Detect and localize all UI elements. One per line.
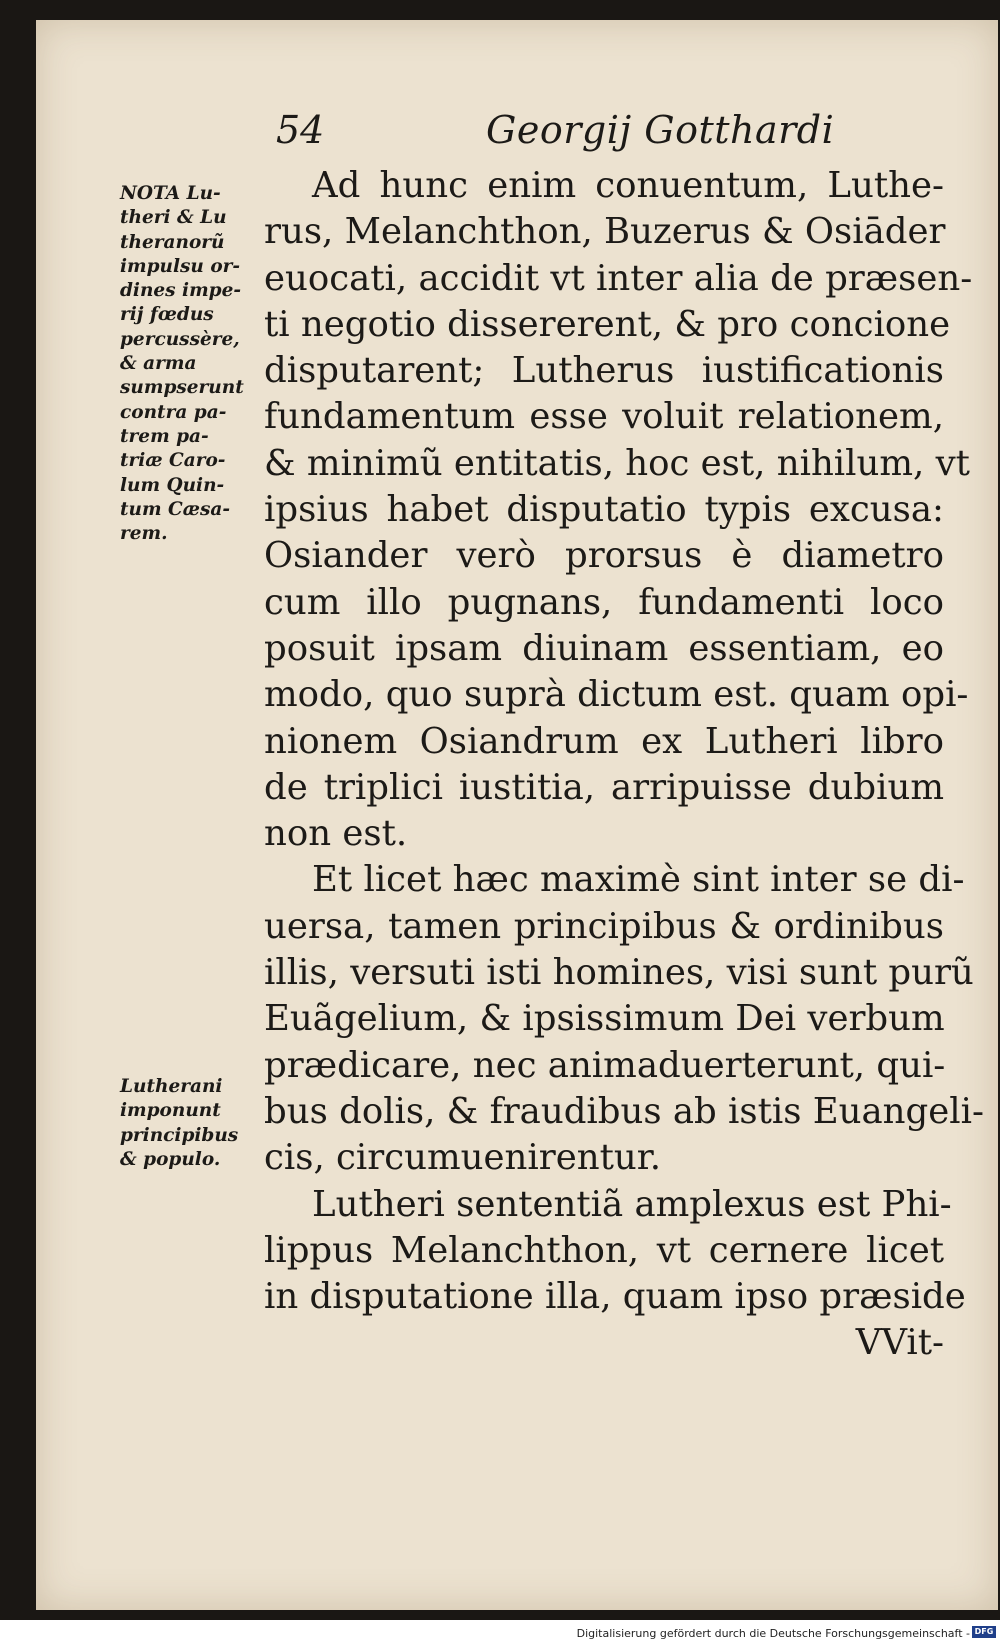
text-line: Ad hunc enim conuentum, Luthe- xyxy=(312,165,944,206)
text-line: disputarent; Lutherus iustificationis xyxy=(264,350,944,392)
text-line: ipsius habet disputatio typis excusa: xyxy=(264,489,944,531)
text-line: modo, quo suprà dictum est. quam opi- xyxy=(264,674,969,716)
text-line: in disputatione illa, quam ipso præside xyxy=(264,1276,966,1318)
text-line: bus dolis, & fraudibus ab istis Euangeli- xyxy=(264,1090,984,1132)
text-line: uersa, tamen principibus & ordinibus xyxy=(264,905,944,947)
text-line: Osiander verò prorsus è diametro xyxy=(264,535,944,577)
dfg-logo: DFG xyxy=(972,1626,996,1638)
marginal-note: Lutherani imponunt principibus & populo. xyxy=(120,1076,239,1170)
text-line: posuit ipsam diuinam essentiam, eo xyxy=(264,627,944,669)
text-line: cis, circumuenirentur. xyxy=(264,1137,662,1179)
text-line: Et licet hæc maximè sint inter se di- xyxy=(312,859,965,901)
marginal-note: NOTA Lu- theri & Lu theranorũ impulsu or- dines impe- rij fœdus percussère, & arma sumpserunt contra pa- trem pa- triæ Caro- lum Quin- tum Cæsa- rem. xyxy=(120,183,244,545)
text-line: & minimũ entitatis, hoc est, nihilum, vt xyxy=(264,442,970,484)
text-line: lippus Melanchthon, vt cernere licet xyxy=(264,1229,944,1271)
text-line: Euãgelium, & ipsissimum Dei verbum xyxy=(264,998,945,1040)
text-line: ti negotio dissererent, & pro concione xyxy=(264,303,951,345)
page-header xyxy=(36,108,998,158)
text-line: illis, versuti isti homines, visi sunt purũ xyxy=(264,952,974,994)
text-line: Lutheri sententiã amplexus est Phi- xyxy=(312,1183,952,1225)
running-head: Georgij Gotthardi xyxy=(486,108,835,152)
text-line: de triplici iustitia, arripuisse dubium xyxy=(264,766,944,808)
text-line: non est. xyxy=(264,813,408,855)
book-page xyxy=(36,20,998,1610)
text-line: rus, Melanchthon, Buzerus & Osiāder xyxy=(264,211,946,253)
page-number: 54 xyxy=(276,108,325,152)
text-line: cum illo pugnans, fundamenti loco xyxy=(264,581,944,623)
text-line: prædicare, nec animaduerterunt, qui- xyxy=(264,1044,946,1086)
text-line: fundamentum esse voluit relationem, xyxy=(264,396,944,438)
catchword: VVit- xyxy=(855,1322,944,1364)
digitization-credit: Digitalisierung gefördert durch die Deutsche Forschungsgemeinschaft - xyxy=(576,1627,970,1640)
text-line: euocati, accidit vt inter alia de præsen- xyxy=(264,257,973,299)
text-line: nionem Osiandrum ex Lutheri libro xyxy=(264,720,944,762)
body-text xyxy=(264,163,984,1367)
